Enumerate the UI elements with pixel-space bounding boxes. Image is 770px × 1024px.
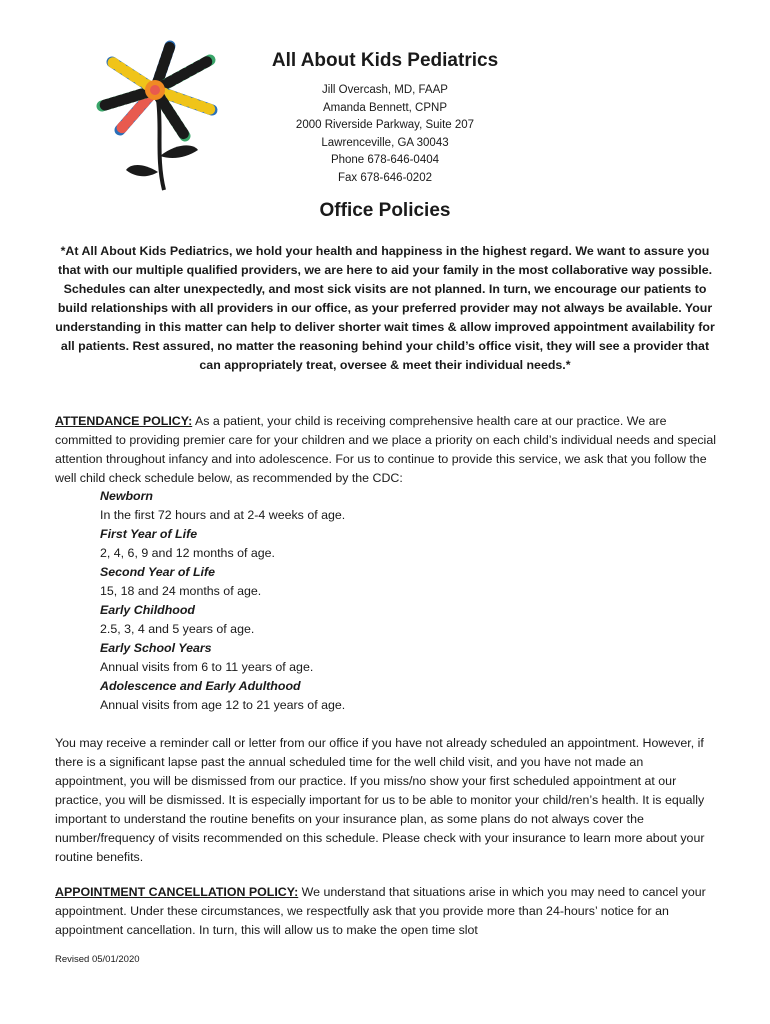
cancellation-policy-heading: APPOINTMENT CANCELLATION POLICY: [55, 885, 299, 899]
schedule-detail: 2, 4, 6, 9 and 12 months of age. [100, 546, 275, 560]
well-child-schedule [100, 487, 600, 715]
doctor-name: Jill Overcash, MD, FAAP [322, 84, 448, 96]
address-line-2: Lawrenceville, GA 30043 [321, 136, 449, 149]
attendance-policy-text: As a patient, your child is receiving comprehensive health care at our practice. We are committed to providing premier care for your children and we place a priority on each child’s individual needs and special attention throughout infancy and into adolescence. For us to continue to provide this service, we ask that you follow the well child check schedule below, as recommended by the CDC: [55, 414, 716, 485]
page-title: Office Policies [319, 200, 451, 221]
schedule-label: Early Childhood [100, 603, 195, 617]
schedule-detail: In the first 72 hours and at 2-4 weeks of age. [100, 508, 346, 522]
intro-statement: *At All About Kids Pediatrics, we hold your health and happiness in the highest regard. We want to assure you that with our multiple qualified providers, we are here to aid your family in the most collaborative way possible. Schedules can alter unexpectedly, and most sick visits are not planned. In turn, we encourage our patients to build relationships with all providers in our office, as your preferred provider may not always be available. Your understanding in this matter can help to deliver shorter wait times & allow improved appointment availability for all patients. Rest assured, no matter the reasoning behind your child’s office visit, they will see a provider that can appropriately treat, oversee & meet their individual needs.* [55, 244, 715, 372]
letterhead [200, 48, 570, 188]
phone-number: Phone 678-646-0404 [330, 154, 440, 167]
schedule-label: Newborn [100, 489, 154, 503]
schedule-label: First Year of Life [100, 527, 198, 541]
schedule-detail: Annual visits from 6 to 11 years of age. [100, 660, 314, 674]
schedule-detail: Annual visits from age 12 to 21 years of age. [100, 698, 346, 712]
schedule-label: Early School Years [100, 641, 212, 655]
attendance-policy [55, 412, 717, 488]
nurse-practitioner-name: Amanda Bennett, CPNP [322, 101, 447, 114]
fax-number: Fax 678-646-0202 [338, 171, 432, 184]
cancellation-policy-text: We understand that situations arise in which you may need to cancel your appointment. Under these circumstances, we respectfully ask that you provide more than 24-hours’ notice for an appointment cancellation. In turn, this will allow us to make the open time slot [55, 885, 706, 937]
schedule-label: Adolescence and Early Adulthood [100, 679, 301, 693]
reminder-paragraph: You may receive a reminder call or letter from our office if you have not already scheduled an appointment. However, if there is a significant lapse past the annual scheduled time for the well child visit, and you have not made an appointment, you will be dismissed from our practice. If you miss/no show your first scheduled appointment at our practice, you will be dismissed. It is especially important for us to be able to monitor your child/ren’s health. It is equally important to understand the routine benefits on your insurance plan, as some plans do not always cover the number/frequency of visits recommended on this schedule. Please check with your insurance to learn more about your routine benefits. [55, 736, 705, 864]
attendance-policy-heading: ATTENDANCE POLICY: [55, 414, 193, 428]
revision-date: Revised 05/01/2020 [55, 954, 140, 965]
practice-name: All About Kids Pediatrics [271, 50, 499, 71]
cancellation-policy [55, 883, 717, 940]
schedule-detail: 2.5, 3, 4 and 5 years of age. [100, 622, 255, 636]
schedule-label: Second Year of Life [100, 565, 215, 579]
address-line-1: 2000 Riverside Parkway, Suite 207 [295, 119, 475, 132]
schedule-detail: 15, 18 and 24 months of age. [100, 584, 262, 598]
